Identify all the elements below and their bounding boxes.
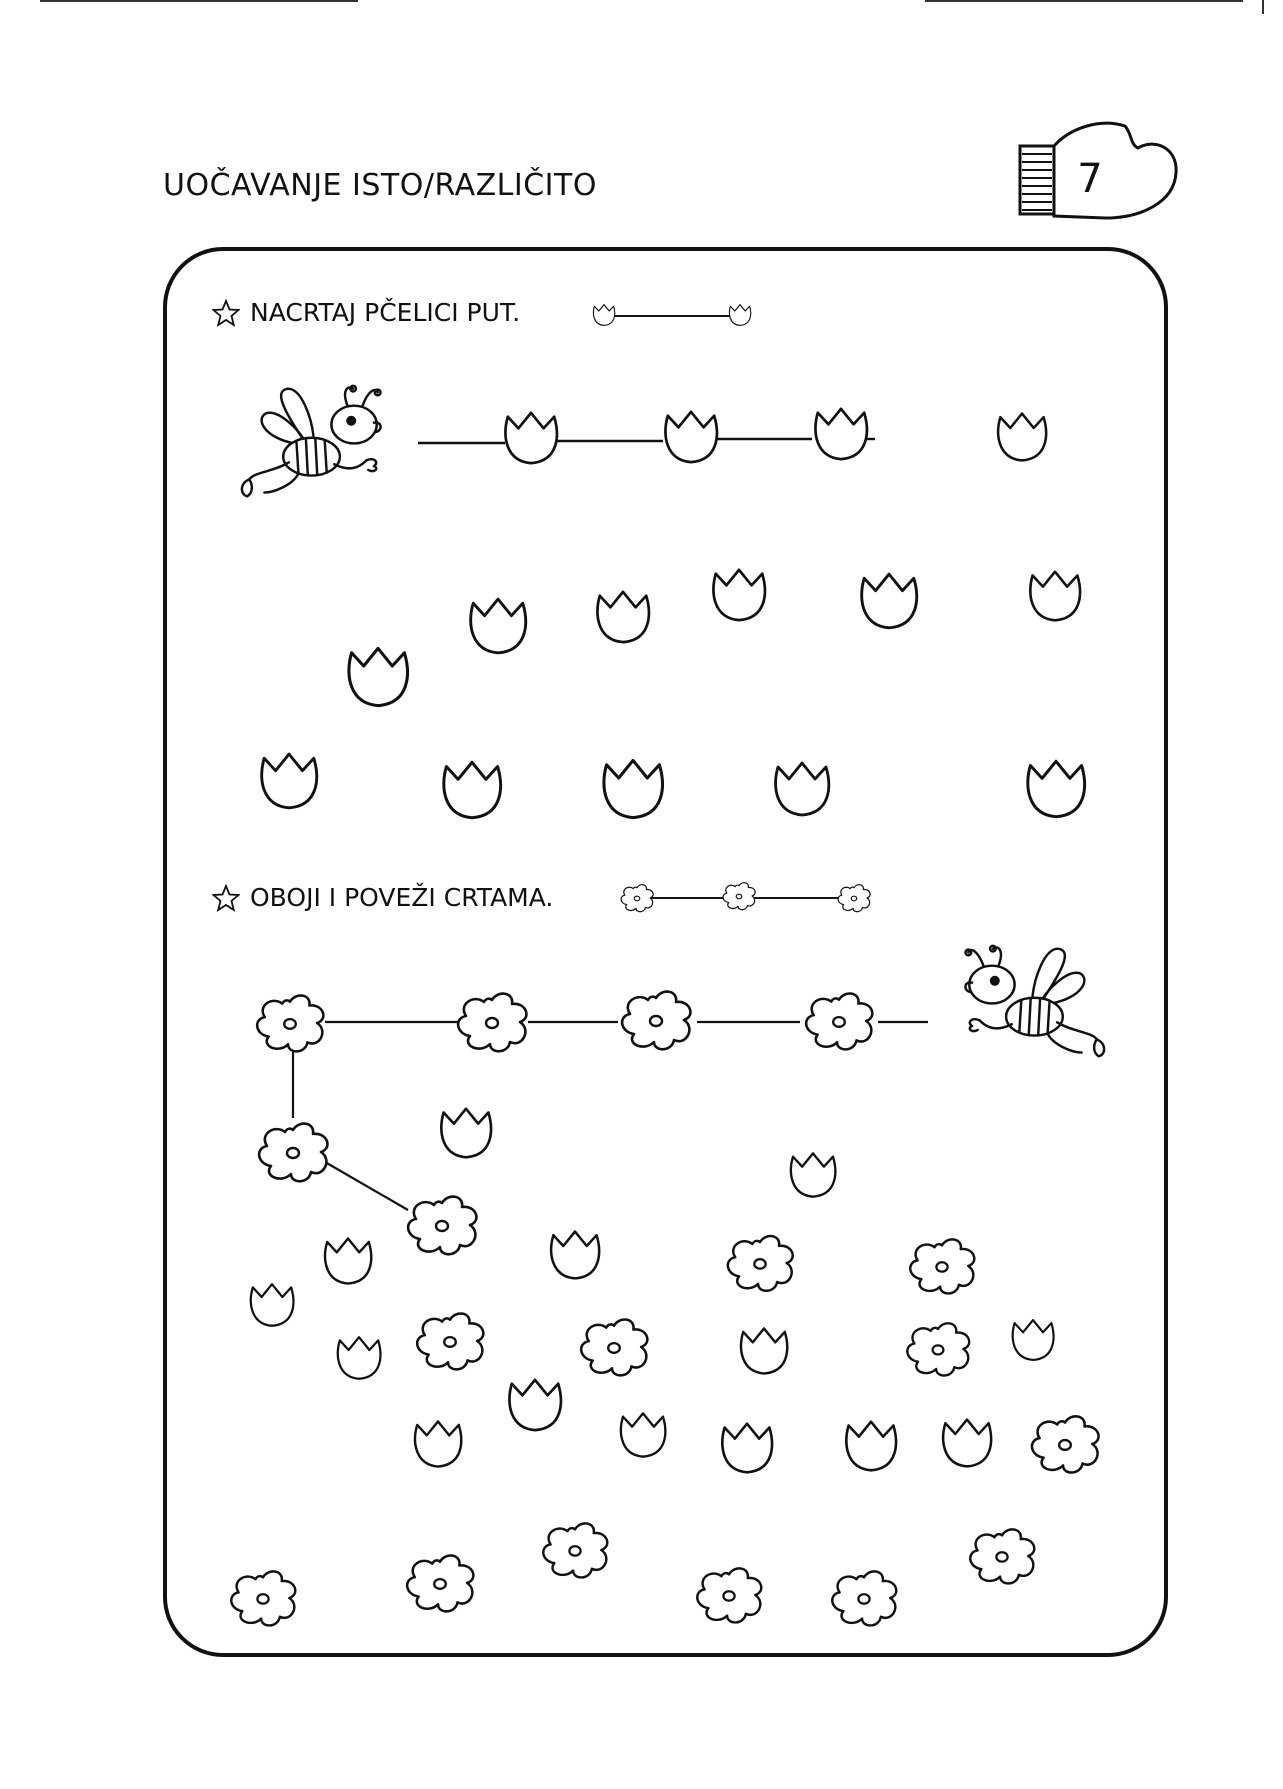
tulip-item	[471, 599, 526, 653]
flower-item	[581, 1319, 647, 1375]
page-number: 7	[1077, 156, 1103, 202]
flower-item	[806, 993, 872, 1049]
instruction-text: OBOJI I POVEŽI CRTAMA.	[250, 883, 554, 912]
tulip-item	[862, 574, 917, 628]
flower-item	[543, 1523, 607, 1577]
tulip-item	[338, 1337, 381, 1379]
flower-item	[417, 1313, 483, 1369]
tulip-item	[815, 409, 866, 459]
tulip-item	[741, 1328, 787, 1373]
example-flower-path	[621, 883, 870, 912]
tulip-item	[1030, 572, 1080, 621]
flower-item	[697, 1568, 761, 1622]
flower-item	[728, 1236, 793, 1291]
flower-item	[832, 1571, 896, 1625]
example-tulip-path	[593, 305, 750, 326]
flower-item	[257, 995, 323, 1051]
tulip-item	[349, 648, 408, 705]
tulip-item	[415, 1421, 461, 1466]
flower-item	[408, 1197, 476, 1255]
flower-item	[231, 1571, 295, 1625]
tulip-item	[846, 1422, 896, 1471]
flower-field	[231, 992, 1098, 1626]
tulip-item	[251, 1284, 294, 1326]
flower-item	[458, 994, 526, 1052]
tulip-item	[1028, 761, 1085, 816]
drawn-path	[418, 439, 875, 443]
flower-item	[1032, 1416, 1099, 1472]
tulip-item	[505, 413, 556, 463]
tulip-item	[597, 592, 648, 642]
tulip-item	[444, 762, 501, 817]
tulip-item	[722, 1424, 772, 1473]
tulip-field-1	[262, 409, 1085, 818]
bee-icon	[965, 946, 1104, 1057]
tulip-item	[441, 1109, 491, 1158]
tulip-item	[1013, 1320, 1054, 1360]
flower-item	[910, 1239, 974, 1293]
flower-item	[970, 1529, 1034, 1583]
flower-item	[907, 1323, 969, 1375]
tulip-item	[791, 1153, 835, 1196]
tulip-item	[604, 760, 663, 817]
tulip-item	[713, 570, 764, 620]
tulip-item	[262, 754, 317, 808]
flower-item	[259, 1124, 327, 1182]
tulip-item	[509, 1380, 560, 1430]
instruction-text: NACRTAJ PČELICI PUT.	[250, 298, 521, 327]
tulip-item	[998, 414, 1046, 461]
tulip-item	[665, 412, 716, 462]
flower-item	[407, 1555, 473, 1611]
tulip-item	[776, 763, 829, 815]
tulip-item	[325, 1238, 371, 1283]
tulip-item	[943, 1420, 991, 1467]
bee-icon	[242, 386, 381, 497]
flower-item	[622, 992, 690, 1050]
tulip-item	[551, 1232, 599, 1279]
tulip-item	[621, 1413, 665, 1456]
page-title: UOČAVANJE ISTO/RAZLIČITO	[163, 168, 597, 203]
